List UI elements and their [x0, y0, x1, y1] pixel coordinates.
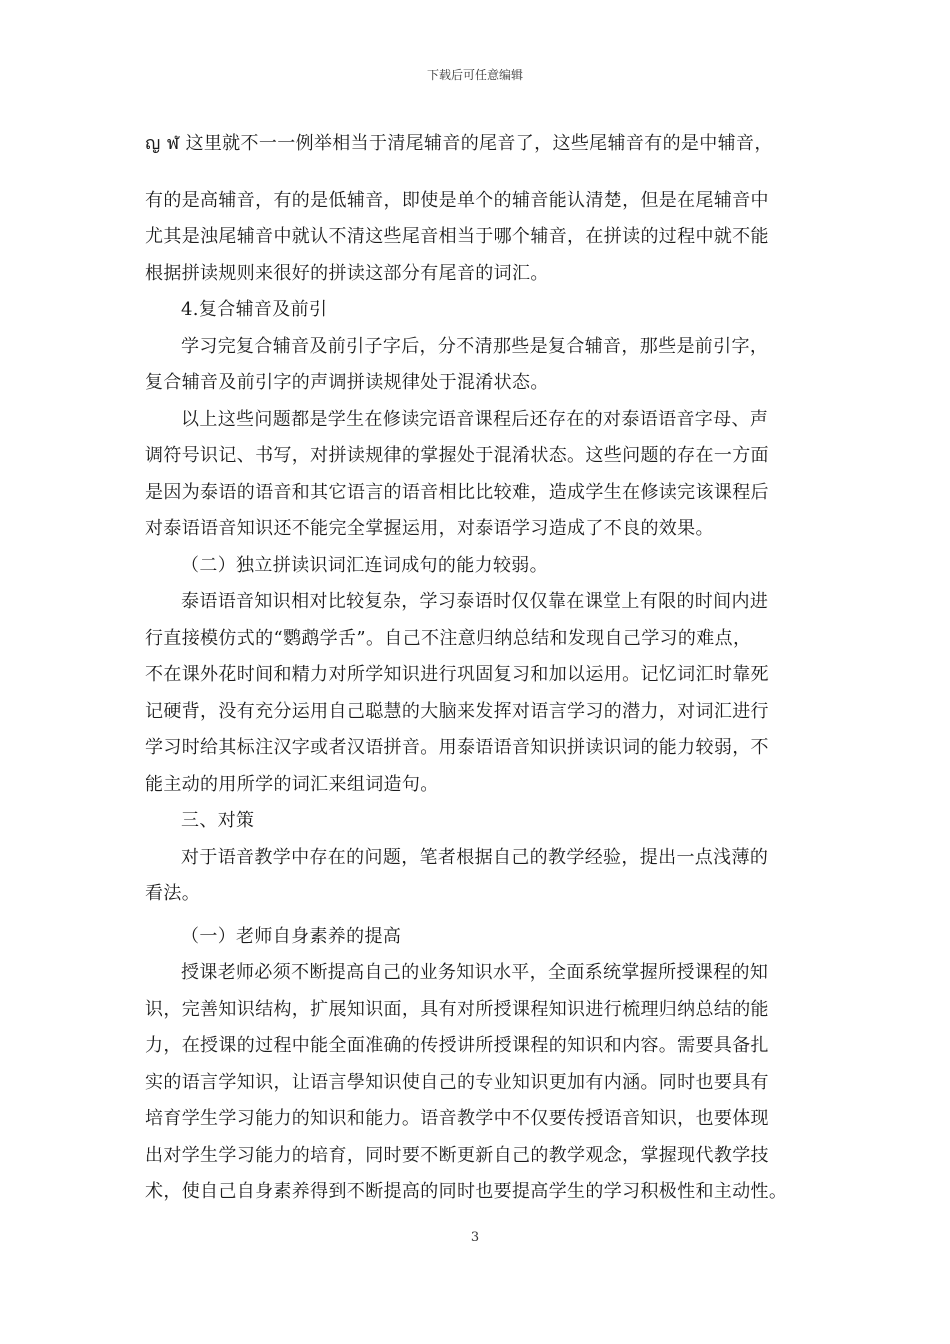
- paragraph-line: 行直接模仿式的“鹦鹉学舌”。自己不注意归纳总结和发现自己学习的难点，: [145, 627, 752, 649]
- page-header: 下载后可任意编辑: [426, 68, 523, 82]
- section-heading: 三、对策: [181, 810, 255, 831]
- paragraph-line: 看法。: [145, 883, 201, 904]
- paragraph-line: ญ ฬ 这里就不一一例举相当于清尾辅音的尾音了，这些尾辅音有的是中辅音，: [145, 133, 773, 154]
- paragraph-line: 出对学生学习能力的培育，同时要不断更新自己的教学观念，掌握现代教学技: [145, 1144, 769, 1166]
- paragraph-line: 泰语语音知识相对比较复杂，学习泰语时仅仅靠在课堂上有限的时间内进: [181, 591, 769, 612]
- section-heading: 4.复合辅音及前引: [181, 299, 328, 320]
- paragraph-line: 根据拼读规则来很好的拼读这部分有尾音的词汇。: [145, 262, 549, 284]
- paragraph-line: 学习时给其标注汉字或者汉语拼音。用泰语语音知识拼读识词的能力较弱，不: [145, 737, 769, 758]
- document-body: [145, 126, 817, 1211]
- page-number: 3: [470, 1230, 480, 1245]
- paragraph-line: 授课老师必须不断提高自己的业务知识水平，全面系统掌握所授课程的知: [181, 962, 769, 983]
- section-heading: （二）独立拼读识词汇连词成句的能力较弱。: [181, 554, 548, 576]
- paragraph-line: 复合辅音及前引字的声调拼读规律处于混淆状态。: [145, 372, 549, 393]
- paragraph-line: 学习完复合辅音及前引子字后，分不清那些是复合辅音，那些是前引字，: [181, 335, 769, 357]
- paragraph-line: 术，使自己自身素养得到不断提高的同时也要提高学生的学习积极性和主动性。: [145, 1181, 788, 1202]
- paragraph-line: 对于语音教学中存在的问题，笔者根据自己的教学经验，提出一点浅薄的: [181, 846, 769, 868]
- paragraph-line: 不在课外花时间和精力对所学知识进行巩固复习和加以运用。记忆词汇时靠死: [145, 664, 769, 685]
- paragraph-line: 调符号识记、书写，对拼读规律的掌握处于混淆状态。这些问题的存在一方面: [145, 445, 769, 466]
- paragraph-line: 有的是高辅音，有的是低辅音，即使是单个的辅音能认清楚，但是在尾辅音中: [145, 189, 769, 211]
- paragraph-line: 对泰语语音知识还不能完全掌握运用，对泰语学习造成了不良的效果。: [145, 518, 714, 539]
- paragraph-line: 力，在授课的过程中能全面准确的传授讲所授课程的知识和内容。需要具备扎: [145, 1035, 769, 1056]
- section-heading: （一）老师自身素养的提高: [181, 925, 402, 947]
- paragraph-line: 培育学生学习能力的知识和能力。语音教学中不仅要传授语音知识，也要体现: [145, 1108, 769, 1129]
- paragraph-line: 实的语言学知识，让语言學知识使自己的专业知识更加有内涵。同时也要具有: [145, 1071, 769, 1093]
- paragraph-line: 以上这些问题都是学生在修读完语音课程后还存在的对泰语语音字母、声: [181, 408, 769, 430]
- paragraph-line: 能主动的用所学的词汇来组词造句。: [145, 773, 439, 795]
- paragraph-line: 识，完善知识结构，扩展知识面，具有对所授课程知识进行梳理归纳总结的能: [145, 998, 769, 1020]
- paragraph-line: 是因为泰语的语音和其它语言的语音相比比较难，造成学生在修读完该课程后: [145, 481, 769, 503]
- paragraph-line: 记硬背，没有充分运用自己聪慧的大脑来发挥对语言学习的潜力，对词汇进行: [145, 700, 769, 722]
- paragraph-line: 尤其是浊尾辅音中就认不清这些尾音相当于哪个辅音，在拼读的过程中就不能: [145, 226, 769, 247]
